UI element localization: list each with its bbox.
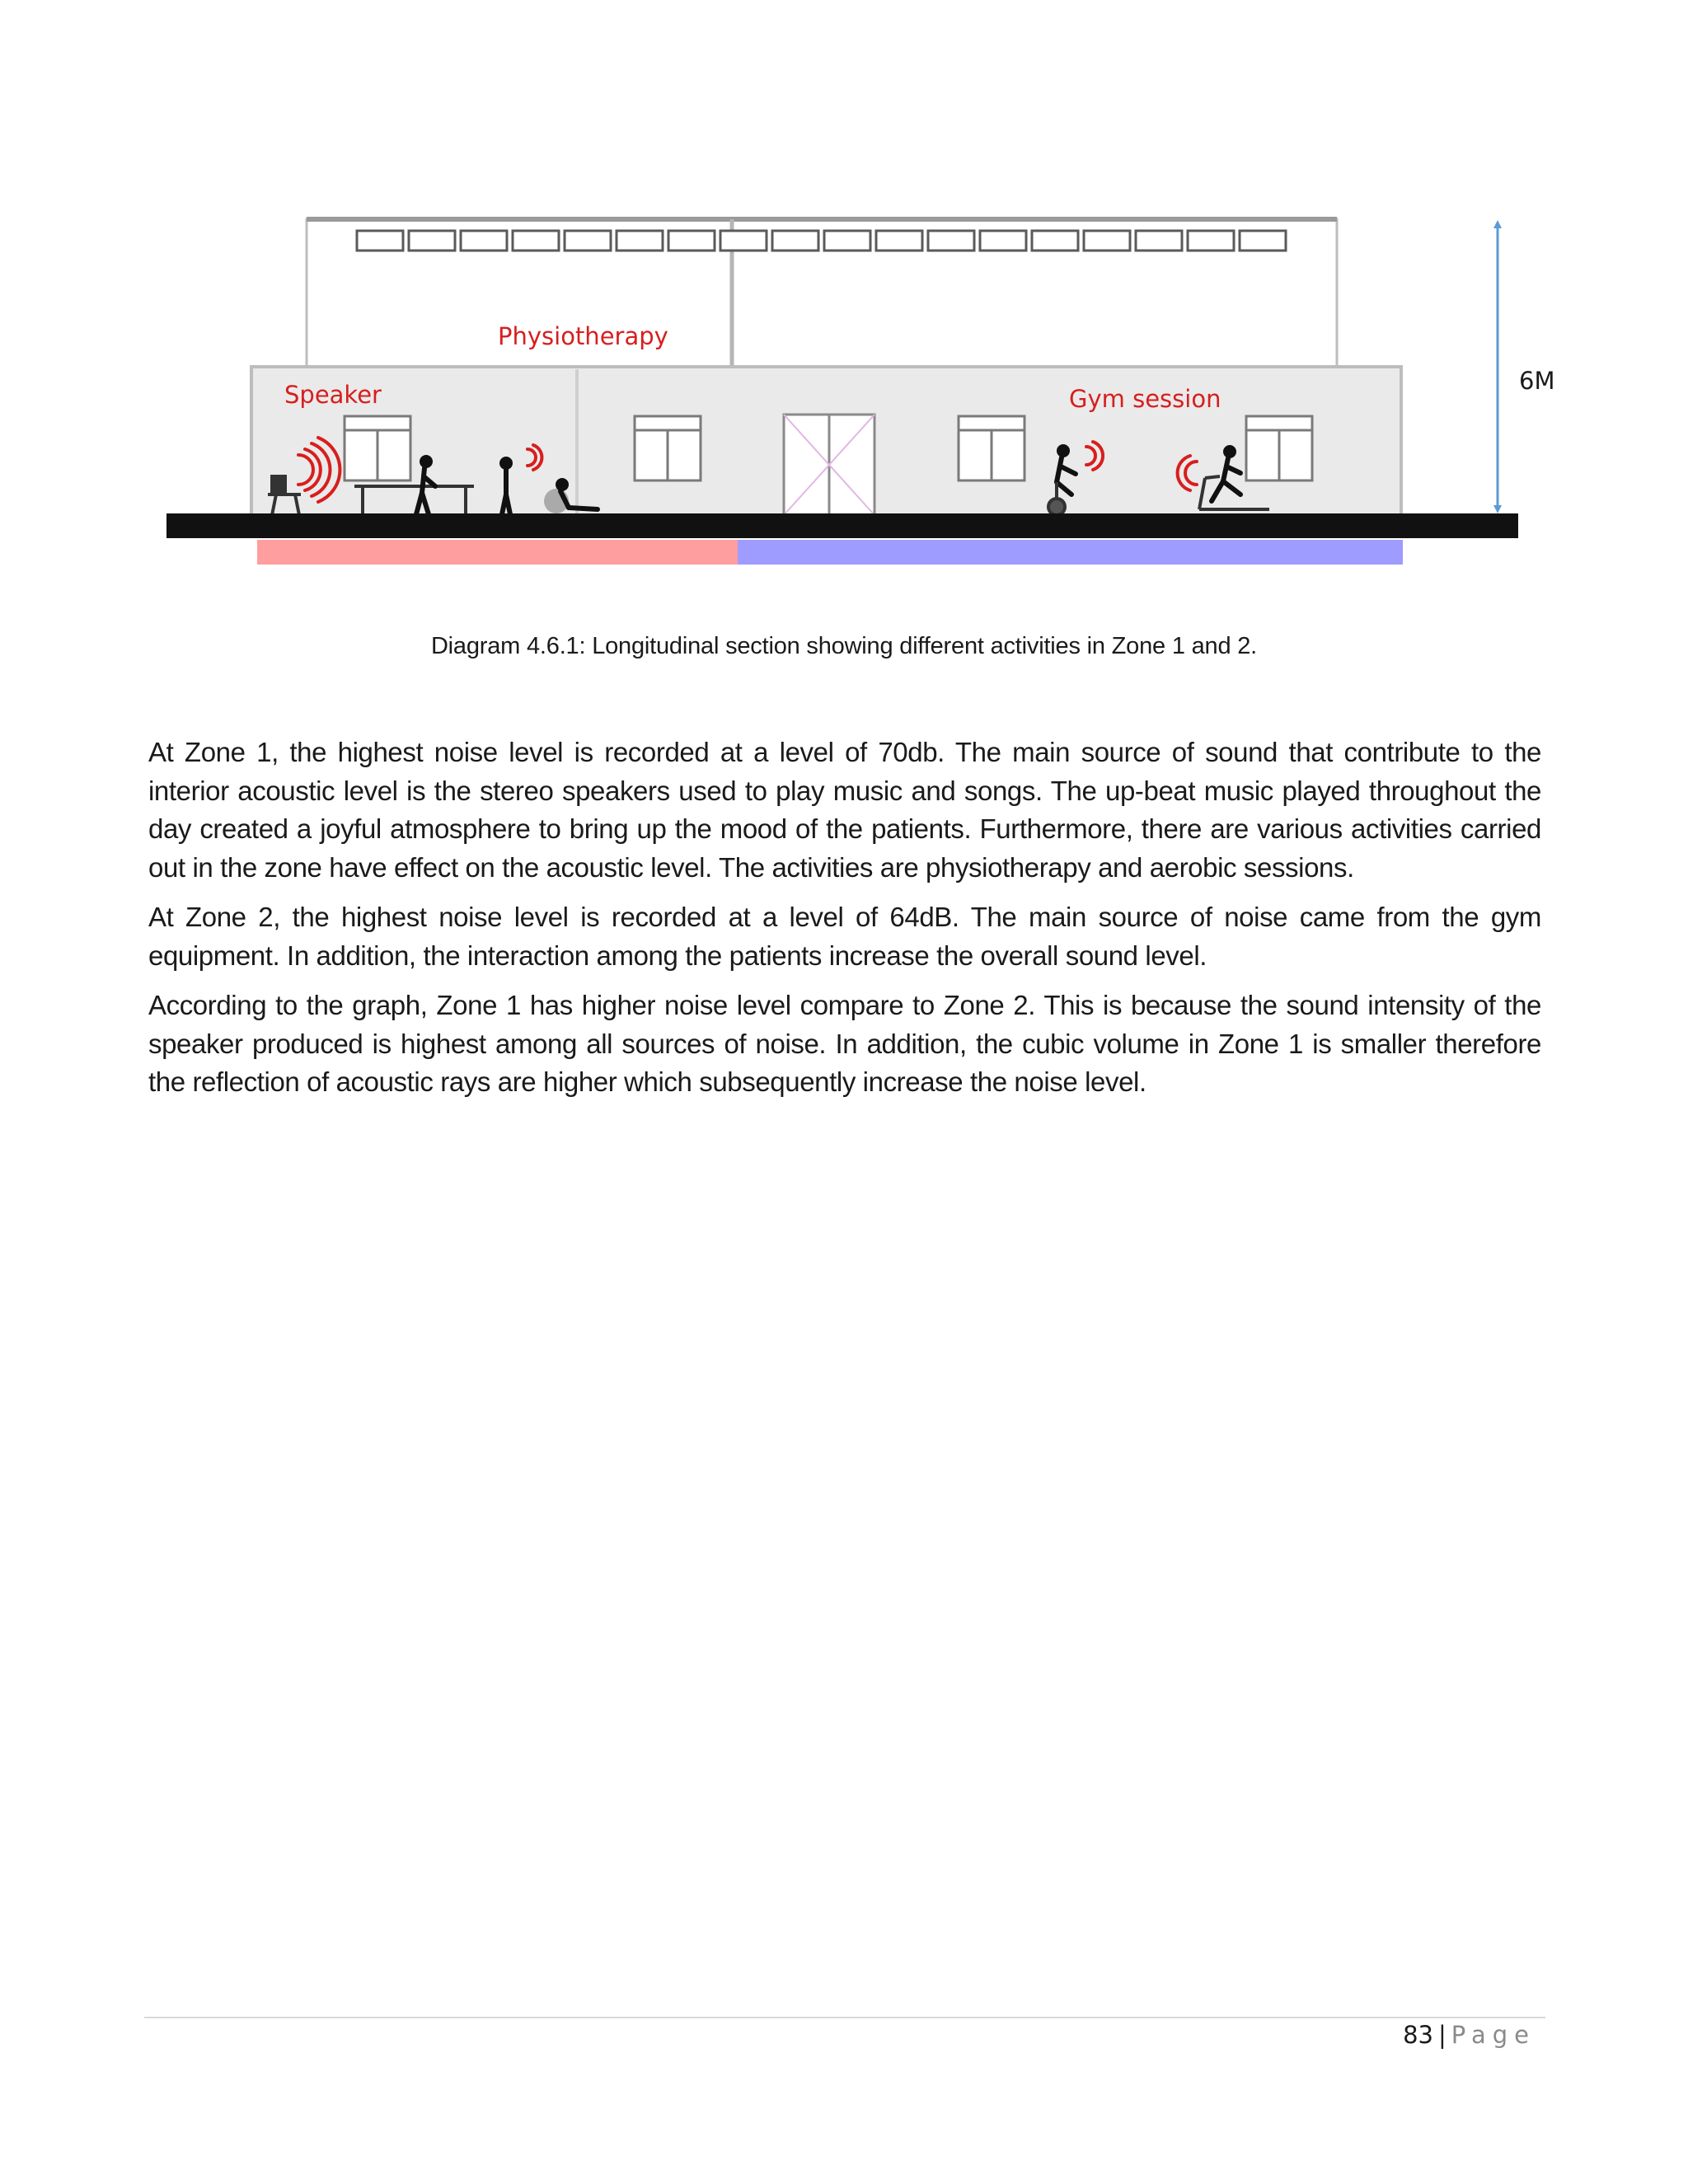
footer-separator: | xyxy=(1438,2021,1447,2049)
zone-1-bar xyxy=(257,540,738,565)
page-number: 83 xyxy=(1403,2021,1433,2049)
longitudinal-section-diagram xyxy=(0,0,1688,593)
page-footer xyxy=(1403,2021,1536,2049)
gym-session-label: Gym session xyxy=(1069,385,1221,413)
footer-divider xyxy=(144,2017,1545,2018)
diagram-caption: Diagram 4.6.1: Longitudinal section showing different activities in Zone 1 and 2. xyxy=(430,633,1258,659)
speaker-label: Speaker xyxy=(284,381,382,409)
zone-2-bar xyxy=(738,540,1403,565)
ground-slab xyxy=(166,513,1518,538)
physiotherapy-label: Physiotherapy xyxy=(498,322,668,350)
page-word: Page xyxy=(1451,2021,1536,2049)
paragraph-zone-1: At Zone 1, the highest noise level is recorded at a level of 70db. The main source of sound that contribute to the interior acoustic level is the stereo speakers used to play music and songs. The up-beat music played throughout the day created a joyful atmosphere to bring up the mood of the patients. Furthermore, there are various activities carried out in the zone have effect on the acoustic level. The activities are physiotherapy and aerobic sessions. xyxy=(148,737,1541,883)
paragraph-zone-2: At Zone 2, the highest noise level is recorded at a level of 64dB. The main source of noise came from the gym equipment. In addition, the interaction among the patients increase the overall sound level. xyxy=(148,902,1541,971)
double-door xyxy=(784,415,874,515)
body-text xyxy=(148,733,1541,1113)
height-label: 6M xyxy=(1519,367,1555,395)
paragraph-comparison: According to the graph, Zone 1 has higher noise level compare to Zone 2. This is because the sound intensity of the speaker produced is highest among all sources of noise. In addition, the cubic volume in Zone 1 is smaller therefore the reflection of acoustic rays are higher which subsequently increase the noise level. xyxy=(148,990,1541,1097)
